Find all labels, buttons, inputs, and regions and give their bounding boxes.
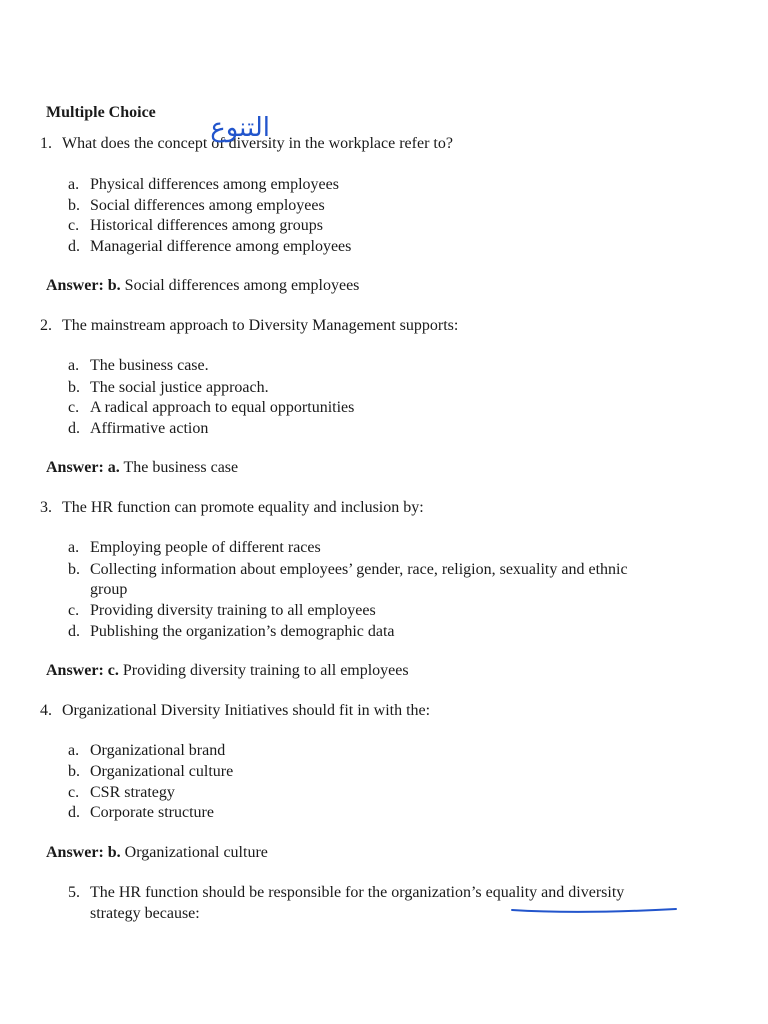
option-2a (68, 356, 209, 376)
option-3b-continuation: group (90, 581, 128, 598)
option-letter: b. (68, 197, 80, 214)
option-letter: c. (68, 399, 80, 416)
answer-text: Providing diversity training to all employees (122, 662, 409, 679)
option-letter: a. (68, 357, 80, 374)
option-text: Corporate structure (90, 804, 214, 821)
question-2 (40, 316, 458, 336)
option-text: CSR strategy (90, 784, 175, 801)
answer-3 (46, 661, 409, 681)
option-letter: c. (68, 784, 80, 801)
option-text: Managerial difference among employees (90, 238, 352, 255)
option-3c (68, 601, 376, 621)
answer-4 (46, 843, 268, 863)
question-number: 2. (40, 317, 52, 334)
option-3b (68, 560, 628, 580)
question-3 (40, 498, 424, 518)
option-letter: b. (68, 379, 80, 396)
section-heading: Multiple Choice (46, 104, 156, 121)
option-text: The business case. (90, 357, 209, 374)
option-text: Affirmative action (90, 420, 209, 437)
option-2b (68, 378, 269, 398)
option-text: Employing people of different races (90, 539, 321, 556)
option-letter: c. (68, 217, 80, 234)
answer-label: Answer: c. (46, 662, 119, 679)
option-4a (68, 741, 225, 761)
option-1d (68, 237, 351, 257)
option-letter: c. (68, 602, 80, 619)
answer-2 (46, 458, 238, 478)
handwritten-arabic-note: التنوع (210, 113, 270, 143)
option-text: Organizational culture (90, 763, 234, 780)
handwritten-underline (512, 909, 676, 912)
option-letter: a. (68, 539, 80, 556)
answer-text: The business case (123, 459, 239, 476)
option-text: Publishing the organization’s demographic data (90, 623, 395, 640)
option-letter: a. (68, 176, 80, 193)
option-3d (68, 622, 395, 642)
option-letter: d. (68, 804, 80, 821)
option-1c (68, 216, 323, 236)
question-5 (68, 883, 624, 903)
option-letter: d. (68, 623, 80, 640)
option-4d (68, 803, 214, 823)
option-letter: d. (68, 238, 80, 255)
option-text: Providing diversity training to all employees (90, 602, 376, 619)
question-number: 4. (40, 702, 52, 719)
answer-label: Answer: b. (46, 844, 121, 861)
option-1a (68, 175, 339, 195)
answer-label: Answer: a. (46, 459, 120, 476)
answer-1 (46, 276, 359, 296)
option-text: Social differences among employees (90, 197, 325, 214)
option-1b (68, 196, 325, 216)
question-1 (40, 134, 453, 154)
question-4 (40, 701, 430, 721)
question-number: 5. (68, 884, 80, 901)
option-4c (68, 783, 175, 803)
option-letter: d. (68, 420, 80, 437)
option-text: The social justice approach. (90, 379, 269, 396)
question-number: 1. (40, 135, 52, 152)
option-text: Collecting information about employees’ gender, race, religion, sexuality and ethnic (90, 561, 628, 578)
question-5-continuation: strategy because: (90, 905, 200, 922)
question-text: The HR function should be responsible for the organization’s equality and diversity (90, 884, 625, 901)
option-3a (68, 538, 321, 558)
question-text: The HR function can promote equality and inclusion by: (62, 499, 424, 516)
option-2c (68, 398, 354, 418)
option-letter: b. (68, 561, 80, 578)
question-number: 3. (40, 499, 52, 516)
question-text: The mainstream approach to Diversity Management supports: (62, 317, 459, 334)
answer-text: Social differences among employees (124, 277, 360, 294)
answer-label: Answer: b. (46, 277, 121, 294)
option-text: Physical differences among employees (90, 176, 339, 193)
option-letter: a. (68, 742, 80, 759)
option-letter: b. (68, 763, 80, 780)
option-text: Organizational brand (90, 742, 226, 759)
option-2d (68, 419, 208, 439)
option-text: A radical approach to equal opportunities (90, 399, 355, 416)
answer-text: Organizational culture (124, 844, 268, 861)
option-4b (68, 762, 233, 782)
question-text: Organizational Diversity Initiatives should fit in with the: (62, 702, 431, 719)
option-text: Historical differences among groups (90, 217, 323, 234)
question-text: What does the concept of diversity in the workplace refer to? (62, 135, 453, 152)
